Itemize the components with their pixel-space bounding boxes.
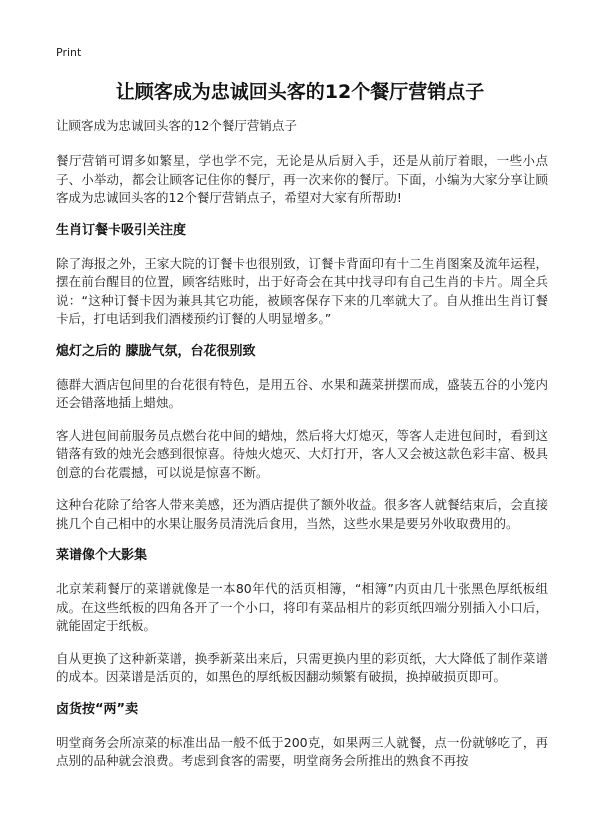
page-title: 让顾客成为忠诚回头客的12个餐厅营销点子 xyxy=(115,81,485,103)
section-paragraph: 德群大酒店包间里的台花很有特色，是用五谷、水果和蔬菜拼摆而成，盛装五谷的小笼内还会错落地插上蜡烛。 xyxy=(56,376,548,410)
section-paragraph: 明堂商务会所凉菜的标准出品一般不低于200克，如果两三人就餐，点一份就够吃了，再点别的品种就会浪费。考虑到食客的需要，明堂商务会所推出的熟食不再按 xyxy=(56,734,548,768)
section-heading-table-flowers: 熄灯之后的 朦胧气氛，台花很别致 xyxy=(56,343,256,359)
section-paragraph: 除了海报之外，王家大院的订餐卡也很别致，订餐卡背面印有十二生肖图案及流年运程，摆在前台醒目的位置，顾客结账时，出于好奇会在其中找寻印有自己生肖的卡片。周全兵说：“这种订餐卡因为兼具其它功能，被顾客保存下来的几率就大了。自从推出生肖订餐卡后，打电话到我们酒楼预约订餐的人明显增多。” xyxy=(56,255,548,326)
print-link[interactable]: Print xyxy=(56,46,82,59)
section-heading-menu-album: 菜谱像个大影集 xyxy=(56,548,148,563)
section-heading-braised-goods: 卤货按“两”卖 xyxy=(56,701,139,717)
section-heading-zodiac-card: 生肖订餐卡吸引关注度 xyxy=(56,222,187,238)
section-paragraph: 北京茉莉餐厅的菜谱就像是一本80年代的活页相簿，“相簿”内页由几十张黑色厚纸板组成。在这些纸板的四角各开了一个小口，将印有菜品相片的彩页纸四端分别插入小口后，就能固定于纸板。 xyxy=(56,581,548,633)
article-subtitle: 让顾客成为忠诚回头客的12个餐厅营销点子 xyxy=(56,118,297,133)
section-paragraph: 自从更换了这种新菜谱，换季新菜出来后，只需更换内里的彩页纸，大大降低了制作菜谱的成本。因菜谱是活页的，如黑色的厚纸板因翻动频繁有破损，换掉破损页即可。 xyxy=(56,650,548,684)
section-paragraph: 客人进包间前服务员点燃台花中间的蜡烛，然后将大灯熄灭，等客人走进包间时，看到这错落有致的烛光会感到很惊喜。待烛火熄灭、大灯打开，客人又会被这款色彩丰富、极具创意的台花震撼，可以说是惊喜不断。 xyxy=(56,427,548,480)
intro-paragraph: 餐厅营销可谓多如繁星，学也学不完，无论是从后厨入手，还是从前厅着眼，一些小点子、小举动，都会让顾客记住你的餐厅，再一次来你的餐厅。下面，小编为大家分享让顾客成为忠诚回头客的12个餐厅营销点子，希望对大家有所帮助! xyxy=(56,153,548,205)
article-body xyxy=(56,116,548,785)
section-paragraph: 这种台花除了给客人带来美感，还为酒店提供了额外收益。很多客人就餐结束后，会直接挑几个自己相中的水果让服务员清洗后食用，当然，这些水果是要另外收取费用的。 xyxy=(56,497,548,531)
